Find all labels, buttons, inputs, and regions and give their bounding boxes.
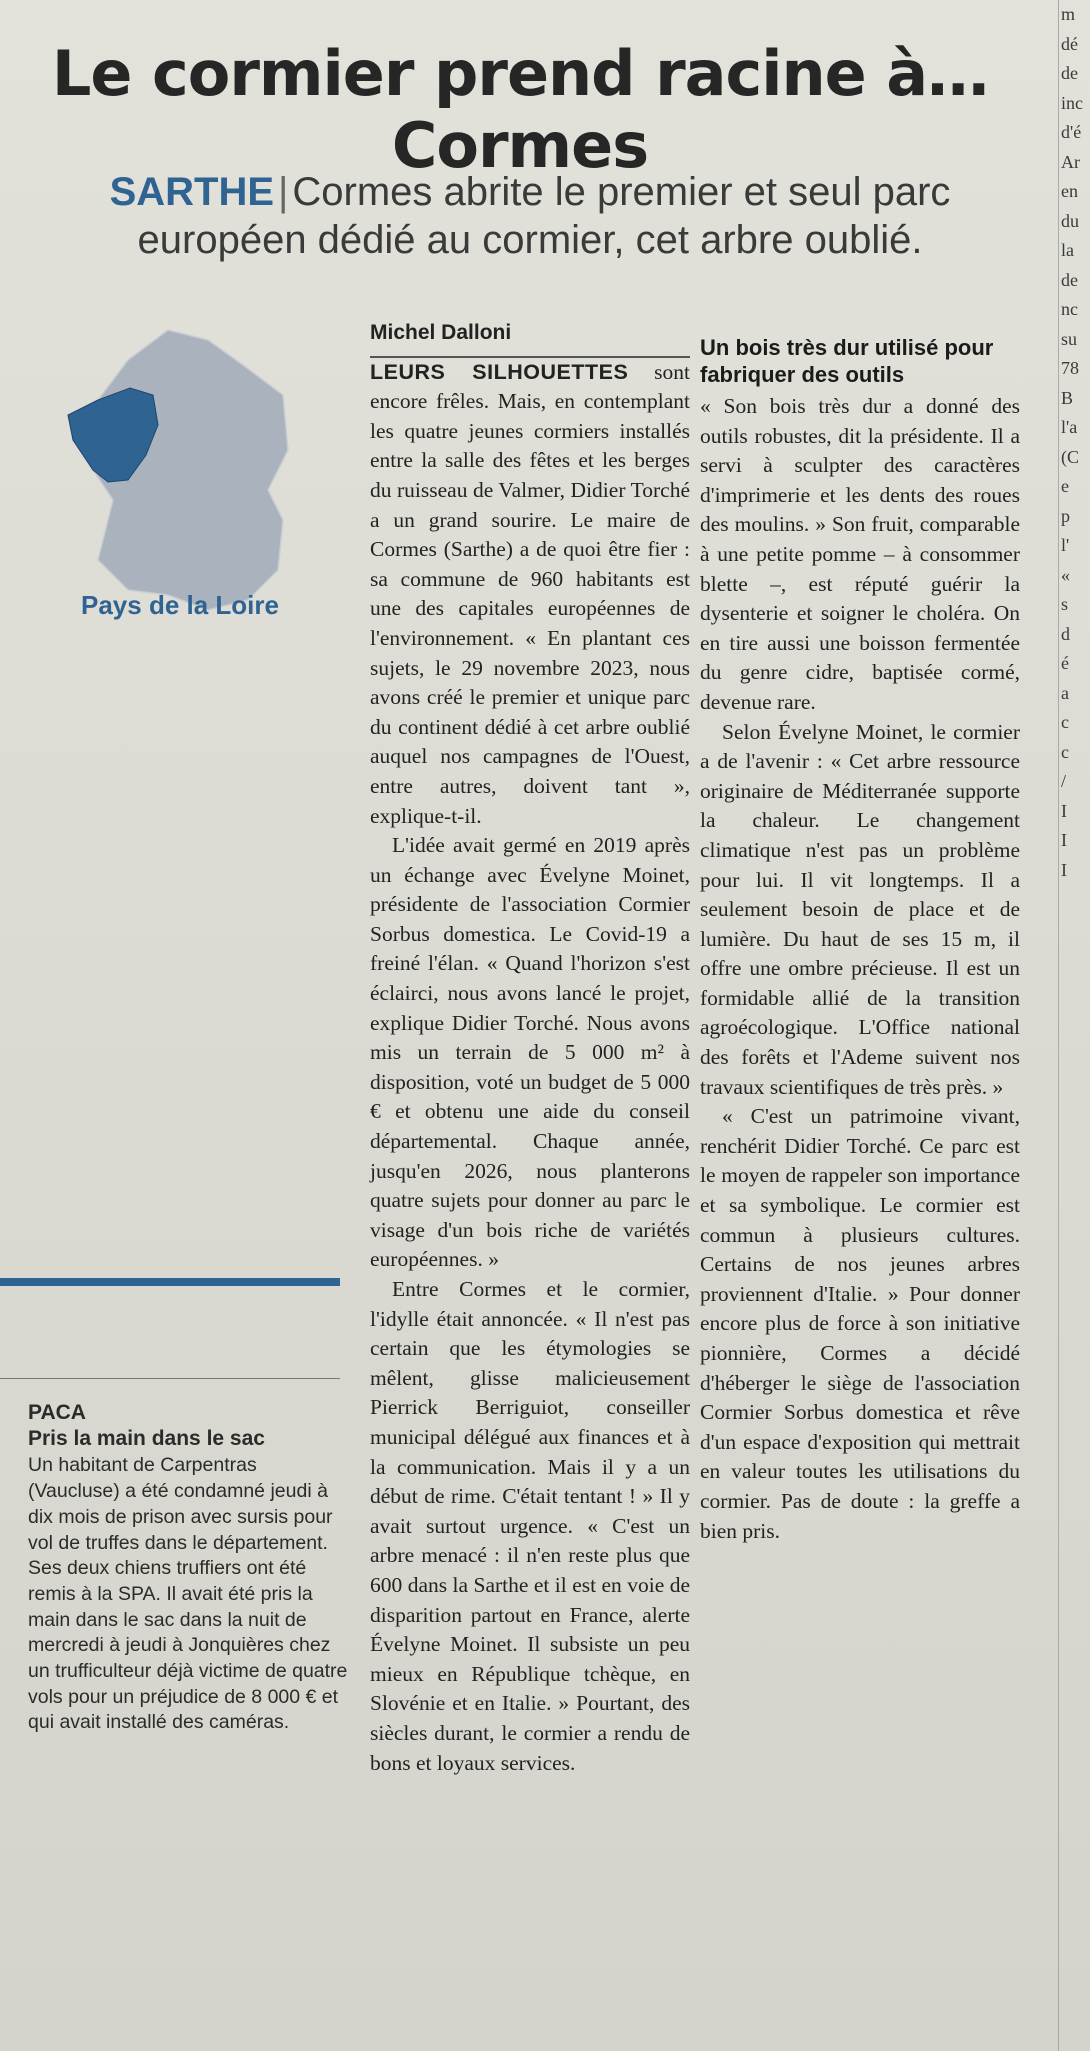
lead-words: LEURS SILHOUETTES: [370, 359, 629, 384]
adjacent-column-line: inc: [1061, 92, 1083, 113]
article-paragraph-1: [370, 358, 690, 832]
headline: Le cormier prend racine à… Cormes: [51, 37, 989, 182]
brief-title: Pris la main dans le sac: [28, 1426, 265, 1450]
adjacent-column-line: nc: [1061, 299, 1078, 319]
news-brief: [28, 1400, 348, 1736]
adjacent-column-line: d: [1061, 623, 1070, 644]
intertitle: Un bois très dur utilisé pour fabriquer des outils: [700, 335, 994, 387]
brief-text: Un habitant de Carpentras (Vaucluse) a été condamné jeudi à dix mois de prison avec sursis pour vol de truffes dans le département. Ses deux chiens truffiers ont été remis à la SPA. Il avait été pris la main dans le sac dans la nuit de mercredi à jeudi à Jonquières chez un trufficulteur déjà victime de quatre vols pour un préjudice de 8 000 € et qui avait installé des caméras.: [28, 1454, 348, 1734]
adjacent-column-line: la: [1061, 240, 1074, 260]
adjacent-column-line: p: [1061, 505, 1070, 526]
rubric-separator: |: [278, 170, 289, 214]
article-column-2: [700, 318, 1020, 1546]
map-region-label: Pays de la Loire: [81, 590, 279, 620]
adjacent-column-line: de: [1061, 63, 1078, 83]
adjacent-column-line: de: [1061, 269, 1078, 290]
adjacent-column-line: I: [1061, 859, 1067, 880]
adjacent-column-line: su: [1061, 328, 1078, 349]
adjacent-column-line: dé: [1061, 33, 1078, 54]
standfirst-text: Cormes abrite le premier et seul parc européen dédié au cormier, cet arbre oublié.: [137, 170, 951, 262]
byline: Michel Dalloni: [370, 318, 690, 358]
adjacent-column-line: e: [1061, 476, 1069, 496]
section-divider-blue: [0, 1278, 340, 1286]
france-map: [58, 320, 298, 620]
adjacent-column-line: en: [1061, 181, 1078, 201]
adjacent-column-line: é: [1061, 653, 1069, 673]
adjacent-column-line: «: [1061, 564, 1070, 585]
standfirst: [80, 168, 980, 264]
article-paragraph-6: « C'est un patrimoine vivant, renchérit Didier Torché. Ce parc est le moyen de rappeler son importance et sa symbolique. Le cormier est commun à plusieurs cultures. Certains de nos jeunes arbres proviennent d'Italie. » Pour donner encore plus de force à son initiative pionnière, Cormes a décidé d'héberger le siège de l'association Cormier Sorbus domestica et rêve d'un espace d'exposition qui mettrait en valeur toutes les utilisations du cormier. Pas de doute : la greffe a bien pris.: [700, 1104, 1020, 1543]
adjacent-column-line: l': [1061, 535, 1070, 555]
adjacent-column-line: d'é: [1061, 122, 1082, 142]
article-column-1: [370, 318, 690, 1778]
brief-region: PACA: [28, 1401, 86, 1424]
adjacent-column-line: c: [1061, 712, 1069, 732]
adjacent-column-line: a: [1061, 682, 1069, 703]
paragraph-1-text: sont encore frêles. Mais, en contemplant les quatre jeunes cormiers installés entre la salle des fêtes et les berges du ruisseau de Valmer, Didier Torché a un grand sourire. Le maire de Cormes (Sarthe) a de quoi être fier : sa commune de 960 habitants est une des capitales européennes de l'environnement. « En plantant ces sujets, le 29 novembre 2023, nous avons créé le premier et unique parc du continent dédié à cet arbre oublié auquel nos campagnes de l'Ouest, entre autres, doivent tant », explique-t-il.: [370, 359, 690, 828]
adjacent-column-line: l'a: [1061, 417, 1078, 437]
adjacent-column-line: B: [1061, 387, 1074, 408]
adjacent-column-line: /: [1061, 771, 1067, 791]
rubric-label: SARTHE: [109, 170, 275, 214]
adjacent-column-line: s: [1061, 594, 1069, 614]
adjacent-column-line: c: [1061, 741, 1069, 762]
article-paragraph-4: « Son bois très dur a donné des outils robustes, dit la présidente. Il a servi à sculpter des caractères d'imprimerie et les dents des roues des moulins. » Son fruit, comparable à une petite pomme – à consommer blette –, est réputé guérir la dysenterie et soigner le choléra. On en tire aussi une boisson fermentée du genre cidre, baptisée cormé, devenue rare.: [700, 394, 1020, 714]
adjacent-column-fragment: [1058, 0, 1090, 2051]
adjacent-column-line: I: [1061, 800, 1067, 821]
section-divider-grey: [0, 1378, 340, 1379]
adjacent-column-line: Ar: [1061, 151, 1080, 172]
article-paragraph-5: Selon Évelyne Moinet, le cormier a de l'avenir : « Cet arbre ressource originaire de Méditerranée supporte la chaleur. Le changement climatique n'est pas un problème pour lui. Il vit longtemps. Il a seulement besoin de place et de lumière. Du haut de ses 15 m, il offre une ombre précieuse. Il est un formidable allié de la transition agroécologique. L'Office national des forêts et l'Ademe suivent nos travaux scientifiques de très près. »: [700, 719, 1020, 1099]
adjacent-column-line: m: [1061, 4, 1076, 24]
adjacent-column-line: I: [1061, 830, 1067, 850]
article-paragraph-3: Entre Cormes et le cormier, l'idylle était annoncée. « Il n'est pas certain que les étymologies se mêlent, glisse malicieusement Pierrick Berriguiot, conseiller municipal délégué aux finances et à la communication. Mais il y a un début de rime. C'était tentant ! » Il y avait surtout urgence. « C'est un arbre menacé : il n'en reste plus que 600 dans la Sarthe et il est en voie de disparition partout en France, alerte Évelyne Moinet. Il subsiste un peu mieux en République tchèque, en Slovénie et en Italie. » Pourtant, des siècles durant, le cormier a rendu de bons et loyaux services.: [370, 1277, 690, 1775]
adjacent-column-line: du: [1061, 210, 1079, 231]
adjacent-column-line: (C: [1061, 446, 1079, 467]
article-paragraph-2: L'idée avait germé en 2019 après un échange avec Évelyne Moinet, présidente de l'association Cormier Sorbus domestica. Le Covid-19 a freiné l'élan. « Quand l'horizon s'est éclairci, nous avons lancé le projet, explique Didier Torché. Nous avons mis un terrain de 5 000 m² à disposition, voté un budget de 5 000 € et obtenu une aide du conseil départemental. Chaque année, jusqu'en 2026, nous planterons quatre sujets pour donner au parc le visage d'un bois riche de variétés européennes. »: [370, 833, 690, 1272]
adjacent-column-line: 78: [1061, 358, 1079, 378]
